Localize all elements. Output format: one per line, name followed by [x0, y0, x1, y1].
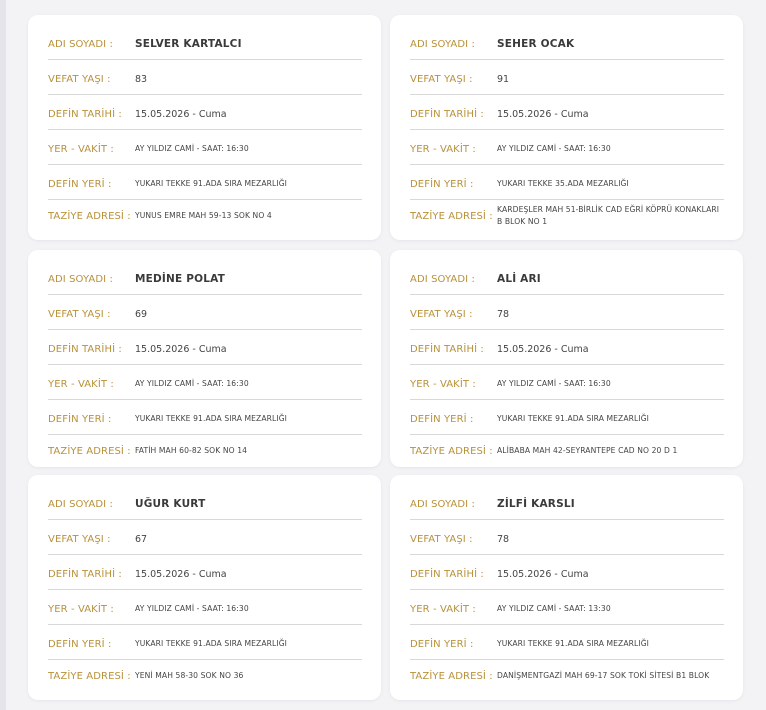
field-label: VEFAT YAŞI :: [410, 73, 473, 85]
field-value: YUKARI TEKKE 91.ADA SIRA MEZARLIĞI: [135, 179, 288, 188]
field-value: YUKARI TEKKE 91.ADA SIRA MEZARLIĞI: [135, 639, 288, 648]
field-label: DEFİN YERİ :: [48, 178, 112, 190]
field-value: AY YILDIZ CAMİ - SAAT: 16:30: [135, 144, 249, 153]
field-value: YENİ MAH 58-30 SOK NO 36: [135, 671, 244, 680]
field-value: AY YILDIZ CAMİ - SAAT: 16:30: [135, 604, 249, 613]
page-frame: [0, 0, 6, 710]
field-value: 91: [497, 73, 510, 85]
field-row-burial: [410, 169, 724, 200]
field-value: 67: [135, 533, 148, 545]
field-value: 15.05.2026 - Cuma: [497, 108, 589, 120]
field-row-address: [410, 201, 724, 231]
field-row-place-time: [410, 594, 724, 625]
field-label: DEFİN TARİHİ :: [410, 568, 484, 580]
field-row-address: [48, 201, 362, 231]
field-row-address: [48, 436, 362, 466]
field-row-age: [410, 299, 724, 330]
field-row-age: [48, 299, 362, 330]
field-label: DEFİN YERİ :: [48, 638, 112, 650]
field-row-age: [410, 64, 724, 95]
field-label: VEFAT YAŞI :: [48, 533, 111, 545]
obituary-card: [390, 250, 743, 467]
field-row-name: [48, 29, 362, 60]
field-row-date: [48, 559, 362, 590]
field-value: ZİLFİ KARSLI: [497, 498, 575, 510]
field-value: 78: [497, 308, 510, 320]
field-label: DEFİN YERİ :: [410, 178, 474, 190]
field-row-date: [410, 99, 724, 130]
field-label: VEFAT YAŞI :: [48, 73, 111, 85]
field-value: 15.05.2026 - Cuma: [135, 343, 227, 355]
field-label: TAZİYE ADRESİ :: [48, 210, 131, 222]
field-label: DEFİN YERİ :: [48, 413, 112, 425]
field-label: TAZİYE ADRESİ :: [410, 210, 493, 222]
field-row-address: [48, 661, 362, 691]
field-row-name: [410, 489, 724, 520]
field-value: KARDEŞLER MAH 51-BİRLİK CAD EĞRİ KÖPRÜ KONAKLARI B BLOK NO 1: [497, 205, 720, 226]
field-row-burial: [48, 169, 362, 200]
field-value: 83: [135, 73, 148, 85]
field-label: ADI SOYADI :: [410, 273, 475, 285]
field-value: AY YILDIZ CAMİ - SAAT: 13:30: [497, 604, 611, 613]
field-value: SELVER KARTALCI: [135, 38, 242, 50]
field-label: TAZİYE ADRESİ :: [48, 670, 131, 682]
field-label: YER - VAKİT :: [410, 143, 476, 155]
field-label: DEFİN TARİHİ :: [48, 108, 122, 120]
field-label: DEFİN YERİ :: [410, 638, 474, 650]
field-value: YUKARI TEKKE 91.ADA SIRA MEZARLIĞI: [497, 639, 650, 648]
field-row-date: [48, 334, 362, 365]
field-value: 78: [497, 533, 510, 545]
field-label: DEFİN TARİHİ :: [48, 568, 122, 580]
field-label: YER - VAKİT :: [410, 603, 476, 615]
field-row-name: [48, 264, 362, 295]
field-row-name: [410, 264, 724, 295]
field-label: VEFAT YAŞI :: [410, 308, 473, 320]
field-value: FATİH MAH 60-82 SOK NO 14: [135, 446, 248, 455]
field-value: 69: [135, 308, 148, 320]
obituary-card: [28, 250, 381, 467]
field-label: DEFİN YERİ :: [410, 413, 474, 425]
field-row-place-time: [410, 369, 724, 400]
field-label: YER - VAKİT :: [48, 378, 114, 390]
field-label: YER - VAKİT :: [410, 378, 476, 390]
field-value: 15.05.2026 - Cuma: [497, 343, 589, 355]
field-row-name: [48, 489, 362, 520]
field-row-place-time: [48, 594, 362, 625]
field-value: YUKARI TEKKE 91.ADA SIRA MEZARLIĞI: [135, 414, 288, 423]
field-value: DANİŞMENTGAZİ MAH 69-17 SOK TOKİ SİTESİ B1 BLOK: [497, 671, 710, 680]
field-label: VEFAT YAŞI :: [48, 308, 111, 320]
field-value: AY YILDIZ CAMİ - SAAT: 16:30: [135, 379, 249, 388]
field-row-place-time: [410, 134, 724, 165]
field-label: DEFİN TARİHİ :: [48, 343, 122, 355]
field-row-burial: [410, 629, 724, 660]
field-row-date: [410, 334, 724, 365]
field-label: TAZİYE ADRESİ :: [410, 445, 493, 457]
field-row-name: [410, 29, 724, 60]
field-row-date: [410, 559, 724, 590]
field-row-date: [48, 99, 362, 130]
field-label: DEFİN TARİHİ :: [410, 343, 484, 355]
field-label: ADI SOYADI :: [410, 498, 475, 510]
field-row-age: [48, 64, 362, 95]
field-label: ADI SOYADI :: [48, 273, 113, 285]
field-label: YER - VAKİT :: [48, 603, 114, 615]
field-value: YUNUS EMRE MAH 59-13 SOK NO 4: [135, 211, 272, 220]
field-label: TAZİYE ADRESİ :: [410, 670, 493, 682]
obituary-card: [28, 15, 381, 240]
field-label: YER - VAKİT :: [48, 143, 114, 155]
obituary-card: [390, 475, 743, 700]
field-value: AY YILDIZ CAMİ - SAAT: 16:30: [497, 379, 611, 388]
field-value: YUKARI TEKKE 91.ADA SIRA MEZARLIĞI: [497, 414, 650, 423]
field-row-burial: [410, 404, 724, 435]
field-value: YUKARI TEKKE 35.ADA MEZARLIĞI: [497, 179, 629, 188]
field-value: AY YILDIZ CAMİ - SAAT: 16:30: [497, 144, 611, 153]
field-row-address: [410, 436, 724, 466]
field-label: DEFİN TARİHİ :: [410, 108, 484, 120]
obituary-card: [28, 475, 381, 700]
field-row-address: [410, 661, 724, 691]
field-value: 15.05.2026 - Cuma: [135, 108, 227, 120]
field-value: SEHER OCAK: [497, 38, 575, 50]
field-label: VEFAT YAŞI :: [410, 533, 473, 545]
field-value: ALİBABA MAH 42-SEYRANTEPE CAD NO 20 D 1: [497, 446, 678, 455]
field-label: ADI SOYADI :: [48, 38, 113, 50]
field-row-age: [48, 524, 362, 555]
field-row-burial: [48, 629, 362, 660]
field-value: ALİ ARI: [497, 273, 541, 285]
field-label: ADI SOYADI :: [410, 38, 475, 50]
field-row-place-time: [48, 134, 362, 165]
field-row-place-time: [48, 369, 362, 400]
field-label: ADI SOYADI :: [48, 498, 113, 510]
field-row-age: [410, 524, 724, 555]
field-row-burial: [48, 404, 362, 435]
field-value: MEDİNE POLAT: [135, 273, 226, 285]
field-value: UĞUR KURT: [135, 498, 206, 510]
obituary-card: [390, 15, 743, 240]
field-value: 15.05.2026 - Cuma: [497, 568, 589, 580]
field-value: 15.05.2026 - Cuma: [135, 568, 227, 580]
field-label: TAZİYE ADRESİ :: [48, 445, 131, 457]
